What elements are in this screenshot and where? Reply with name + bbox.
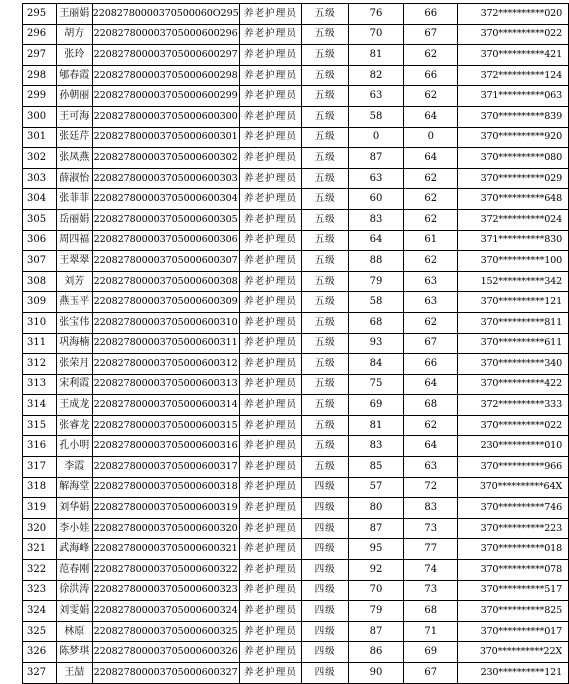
theory-score: 83 (348, 209, 403, 230)
certificate-number: 220827800003705000600319 (92, 498, 239, 519)
masked-id-number: 370**********017 (458, 621, 569, 642)
masked-id-number: 371**********063 (458, 86, 569, 107)
certificate-number: 220827800003705000600315 (92, 415, 239, 436)
theory-score: 92 (348, 560, 403, 581)
certificate-number: 220827800003705000600326 (92, 642, 239, 663)
practical-score: 66 (404, 354, 458, 375)
occupation: 养老护理员 (239, 415, 302, 436)
certificate-number: 220827800003705000600309 (92, 292, 239, 313)
occupation: 养老护理员 (239, 24, 302, 45)
skill-level: 五级 (302, 230, 349, 251)
certificate-number: 220827800003705000600308 (92, 271, 239, 292)
masked-id-number: 230**********121 (458, 663, 569, 684)
practical-score: 62 (404, 86, 458, 107)
masked-id-number: 370**********078 (458, 560, 569, 581)
occupation: 养老护理员 (239, 168, 302, 189)
masked-id-number: 152**********342 (458, 271, 569, 292)
row-number: 296 (23, 24, 57, 45)
masked-id-number: 370**********746 (458, 498, 569, 519)
masked-id-number: 370**********029 (458, 168, 569, 189)
occupation: 养老护理员 (239, 86, 302, 107)
row-number: 304 (23, 189, 57, 210)
masked-id-number: 370**********340 (458, 354, 569, 375)
table-row (23, 518, 569, 539)
row-number: 300 (23, 106, 57, 127)
practical-score: 62 (404, 168, 458, 189)
practical-score: 63 (404, 457, 458, 478)
occupation: 养老护理员 (239, 436, 302, 457)
masked-id-number: 372**********020 (458, 4, 569, 25)
practical-score: 66 (404, 4, 458, 25)
certificate-number: 220827800003705000600314 (92, 395, 239, 416)
practical-score: 62 (404, 209, 458, 230)
masked-id-number: 370**********421 (458, 45, 569, 66)
row-number: 315 (23, 415, 57, 436)
table-row (23, 436, 569, 457)
practical-score: 63 (404, 292, 458, 313)
theory-score: 81 (348, 415, 403, 436)
occupation: 养老护理员 (239, 45, 302, 66)
certificate-number: 220827800003705000600304 (92, 189, 239, 210)
skill-level: 五级 (302, 148, 349, 169)
row-number: 303 (23, 168, 57, 189)
occupation: 养老护理员 (239, 127, 302, 148)
practical-score: 67 (404, 333, 458, 354)
certificate-number: 220827800003705000600316 (92, 436, 239, 457)
theory-score: 58 (348, 292, 403, 313)
table-row (23, 498, 569, 519)
table-row (23, 601, 569, 622)
practical-score: 64 (404, 148, 458, 169)
table-row (23, 45, 569, 66)
row-number: 308 (23, 271, 57, 292)
candidate-name: 李霞 (56, 457, 92, 478)
practical-score: 61 (404, 230, 458, 251)
practical-score: 71 (404, 621, 458, 642)
occupation: 养老护理员 (239, 374, 302, 395)
certificate-number: 220827800003705000600300 (92, 106, 239, 127)
table-row (23, 4, 569, 25)
skill-level: 五级 (302, 209, 349, 230)
table-row (23, 333, 569, 354)
certificate-number: 220827800003705000600320 (92, 518, 239, 539)
certificate-number: 220827800003705000600303 (92, 168, 239, 189)
candidate-name: 徐洪涛 (56, 580, 92, 601)
masked-id-number: 370**********839 (458, 106, 569, 127)
skill-level: 五级 (302, 168, 349, 189)
occupation: 养老护理员 (239, 560, 302, 581)
practical-score: 0 (404, 127, 458, 148)
certificate-number: 220827800003705000600299 (92, 86, 239, 107)
practical-score: 66 (404, 65, 458, 86)
theory-score: 79 (348, 271, 403, 292)
candidate-name: 周四福 (56, 230, 92, 251)
candidate-name: 刘华娟 (56, 498, 92, 519)
skill-level: 五级 (302, 106, 349, 127)
occupation: 养老护理员 (239, 4, 302, 25)
theory-score: 79 (348, 601, 403, 622)
occupation: 养老护理员 (239, 518, 302, 539)
candidate-name: 张荣月 (56, 354, 92, 375)
row-number: 302 (23, 148, 57, 169)
theory-score: 83 (348, 436, 403, 457)
table-row (23, 580, 569, 601)
occupation: 养老护理员 (239, 663, 302, 684)
table-row (23, 24, 569, 45)
row-number: 297 (23, 45, 57, 66)
table-row (23, 148, 569, 169)
row-number: 323 (23, 580, 57, 601)
theory-score: 80 (348, 498, 403, 519)
table-row (23, 65, 569, 86)
candidate-name: 燕玉平 (56, 292, 92, 313)
certificate-number: 220827800003705000600322 (92, 560, 239, 581)
row-number: 309 (23, 292, 57, 313)
masked-id-number: 370**********018 (458, 539, 569, 560)
occupation: 养老护理员 (239, 292, 302, 313)
theory-score: 87 (348, 518, 403, 539)
certificate-number: 220827800003705000600324 (92, 601, 239, 622)
occupation: 养老护理员 (239, 333, 302, 354)
table-row (23, 189, 569, 210)
candidate-name: 郇春霞 (56, 65, 92, 86)
row-number: 301 (23, 127, 57, 148)
masked-id-number: 370**********223 (458, 518, 569, 539)
candidate-name: 张廷芹 (56, 127, 92, 148)
candidate-name: 陈梦琪 (56, 642, 92, 663)
candidate-name: 张凤燕 (56, 148, 92, 169)
occupation: 养老护理员 (239, 601, 302, 622)
skill-level: 四级 (302, 621, 349, 642)
occupation: 养老护理员 (239, 209, 302, 230)
table-row (23, 457, 569, 478)
practical-score: 72 (404, 477, 458, 498)
theory-score: 90 (348, 663, 403, 684)
theory-score: 58 (348, 106, 403, 127)
theory-score: 70 (348, 24, 403, 45)
theory-score: 68 (348, 312, 403, 333)
candidate-name: 张宝伟 (56, 312, 92, 333)
certificate-number: 220827800003705000600327 (92, 663, 239, 684)
masked-id-number: 370**********080 (458, 148, 569, 169)
masked-id-number: 372**********124 (458, 65, 569, 86)
theory-score: 84 (348, 354, 403, 375)
candidate-name: 张菲菲 (56, 189, 92, 210)
skill-level: 五级 (302, 251, 349, 272)
occupation: 养老护理员 (239, 271, 302, 292)
skill-level: 五级 (302, 86, 349, 107)
table-row (23, 209, 569, 230)
table-row (23, 621, 569, 642)
practical-score: 68 (404, 395, 458, 416)
row-number: 319 (23, 498, 57, 519)
skill-level: 五级 (302, 292, 349, 313)
theory-score: 81 (348, 45, 403, 66)
table-row (23, 663, 569, 684)
skill-level: 四级 (302, 560, 349, 581)
certificate-number: 220827800003705000600305 (92, 209, 239, 230)
skill-level: 五级 (302, 65, 349, 86)
practical-score: 77 (404, 539, 458, 560)
masked-id-number: 370**********517 (458, 580, 569, 601)
occupation: 养老护理员 (239, 580, 302, 601)
theory-score: 0 (348, 127, 403, 148)
certificate-number: 220827800003705000600323 (92, 580, 239, 601)
theory-score: 87 (348, 148, 403, 169)
skill-level: 四级 (302, 663, 349, 684)
candidate-name: 刘芳 (56, 271, 92, 292)
theory-score: 95 (348, 539, 403, 560)
table-row (23, 230, 569, 251)
masked-id-number: 370**********64X (458, 477, 569, 498)
masked-id-number: 370**********121 (458, 292, 569, 313)
skill-level: 五级 (302, 189, 349, 210)
candidate-name: 武海峰 (56, 539, 92, 560)
candidate-name: 王喆 (56, 663, 92, 684)
candidate-name: 解海堂 (56, 477, 92, 498)
row-number: 325 (23, 621, 57, 642)
row-number: 318 (23, 477, 57, 498)
masked-id-number: 370**********422 (458, 374, 569, 395)
row-number: 310 (23, 312, 57, 333)
row-number: 311 (23, 333, 57, 354)
candidate-name: 薛淑怡 (56, 168, 92, 189)
certificate-number: 220827800003705000600307 (92, 251, 239, 272)
table-row (23, 86, 569, 107)
table-row (23, 477, 569, 498)
masked-id-number: 370**********825 (458, 601, 569, 622)
theory-score: 63 (348, 168, 403, 189)
occupation: 养老护理员 (239, 642, 302, 663)
skill-level: 四级 (302, 539, 349, 560)
certificate-number: 22082780000370500060O295 (92, 4, 239, 25)
masked-id-number: 370**********022 (458, 24, 569, 45)
skill-level: 四级 (302, 518, 349, 539)
occupation: 养老护理员 (239, 477, 302, 498)
certificate-number: 220827800003705000600302 (92, 148, 239, 169)
certificate-number: 220827800003705000600317 (92, 457, 239, 478)
row-number: 321 (23, 539, 57, 560)
row-number: 306 (23, 230, 57, 251)
masked-id-number: 372**********024 (458, 209, 569, 230)
certificate-number: 220827800003705000600312 (92, 354, 239, 375)
practical-score: 62 (404, 312, 458, 333)
practical-score: 83 (404, 498, 458, 519)
theory-score: 75 (348, 374, 403, 395)
candidate-name: 巩海楠 (56, 333, 92, 354)
certificate-number: 220827800003705000600310 (92, 312, 239, 333)
theory-score: 69 (348, 395, 403, 416)
practical-score: 64 (404, 436, 458, 457)
candidate-name: 孔小明 (56, 436, 92, 457)
table-row (23, 168, 569, 189)
skill-level: 五级 (302, 436, 349, 457)
certificate-number: 220827800003705000600325 (92, 621, 239, 642)
table-row (23, 312, 569, 333)
candidate-name: 王翠翠 (56, 251, 92, 272)
certificate-number: 220827800003705000600313 (92, 374, 239, 395)
candidate-name: 张玲 (56, 45, 92, 66)
row-number: 320 (23, 518, 57, 539)
table-row (23, 271, 569, 292)
row-number: 316 (23, 436, 57, 457)
theory-score: 76 (348, 4, 403, 25)
score-table-body (23, 4, 569, 684)
row-number: 324 (23, 601, 57, 622)
occupation: 养老护理员 (239, 189, 302, 210)
candidate-name: 宋利霞 (56, 374, 92, 395)
occupation: 养老护理员 (239, 498, 302, 519)
theory-score: 63 (348, 86, 403, 107)
candidate-name: 李小娃 (56, 518, 92, 539)
row-number: 298 (23, 65, 57, 86)
table-row (23, 127, 569, 148)
table-row (23, 395, 569, 416)
skill-level: 五级 (302, 24, 349, 45)
practical-score: 73 (404, 580, 458, 601)
theory-score: 60 (348, 189, 403, 210)
skill-level: 五级 (302, 45, 349, 66)
row-number: 307 (23, 251, 57, 272)
occupation: 养老护理员 (239, 106, 302, 127)
theory-score: 64 (348, 230, 403, 251)
occupation: 养老护理员 (239, 148, 302, 169)
masked-id-number: 370**********648 (458, 189, 569, 210)
certificate-number: 220827800003705000600318 (92, 477, 239, 498)
theory-score: 82 (348, 65, 403, 86)
occupation: 养老护理员 (239, 621, 302, 642)
occupation: 养老护理员 (239, 251, 302, 272)
row-number: 314 (23, 395, 57, 416)
row-number: 327 (23, 663, 57, 684)
occupation: 养老护理员 (239, 395, 302, 416)
theory-score: 93 (348, 333, 403, 354)
skill-level: 五级 (302, 333, 349, 354)
practical-score: 62 (404, 189, 458, 210)
masked-id-number: 370**********022 (458, 415, 569, 436)
candidate-name: 王成龙 (56, 395, 92, 416)
table-row (23, 539, 569, 560)
practical-score: 67 (404, 24, 458, 45)
certificate-number: 220827800003705000600298 (92, 65, 239, 86)
occupation: 养老护理员 (239, 457, 302, 478)
row-number: 313 (23, 374, 57, 395)
certificate-number: 220827800003705000600321 (92, 539, 239, 560)
candidate-name: 王可海 (56, 106, 92, 127)
table-row (23, 106, 569, 127)
occupation: 养老护理员 (239, 230, 302, 251)
practical-score: 73 (404, 518, 458, 539)
score-table (22, 3, 569, 684)
table-row (23, 354, 569, 375)
table-row (23, 251, 569, 272)
skill-level: 五级 (302, 374, 349, 395)
candidate-name: 岳丽娟 (56, 209, 92, 230)
table-row (23, 560, 569, 581)
masked-id-number: 370**********811 (458, 312, 569, 333)
certificate-number: 220827800003705000600297 (92, 45, 239, 66)
practical-score: 67 (404, 663, 458, 684)
certificate-number: 220827800003705000600306 (92, 230, 239, 251)
theory-score: 87 (348, 621, 403, 642)
practical-score: 62 (404, 45, 458, 66)
table-row (23, 415, 569, 436)
masked-id-number: 372**********333 (458, 395, 569, 416)
candidate-name: 王丽娟 (56, 4, 92, 25)
practical-score: 62 (404, 251, 458, 272)
theory-score: 57 (348, 477, 403, 498)
row-number: 326 (23, 642, 57, 663)
skill-level: 五级 (302, 354, 349, 375)
certificate-number: 220827800003705000600311 (92, 333, 239, 354)
skill-level: 四级 (302, 498, 349, 519)
masked-id-number: 371**********830 (458, 230, 569, 251)
occupation: 养老护理员 (239, 539, 302, 560)
practical-score: 64 (404, 106, 458, 127)
theory-score: 70 (348, 580, 403, 601)
practical-score: 62 (404, 415, 458, 436)
skill-level: 四级 (302, 580, 349, 601)
skill-level: 五级 (302, 312, 349, 333)
masked-id-number: 370**********22X (458, 642, 569, 663)
skill-level: 五级 (302, 457, 349, 478)
candidate-name: 胡方 (56, 24, 92, 45)
row-number: 317 (23, 457, 57, 478)
certificate-number: 220827800003705000600301 (92, 127, 239, 148)
row-number: 305 (23, 209, 57, 230)
row-number: 312 (23, 354, 57, 375)
occupation: 养老护理员 (239, 354, 302, 375)
practical-score: 69 (404, 642, 458, 663)
skill-level: 四级 (302, 642, 349, 663)
practical-score: 74 (404, 560, 458, 581)
table-row (23, 292, 569, 313)
practical-score: 63 (404, 271, 458, 292)
masked-id-number: 230**********010 (458, 436, 569, 457)
table-row (23, 374, 569, 395)
candidate-name: 刘雯娟 (56, 601, 92, 622)
masked-id-number: 370**********100 (458, 251, 569, 272)
skill-level: 五级 (302, 415, 349, 436)
masked-id-number: 370**********966 (458, 457, 569, 478)
theory-score: 88 (348, 251, 403, 272)
occupation: 养老护理员 (239, 65, 302, 86)
theory-score: 86 (348, 642, 403, 663)
candidate-name: 范春刚 (56, 560, 92, 581)
masked-id-number: 370**********920 (458, 127, 569, 148)
table-row (23, 642, 569, 663)
row-number: 295 (23, 4, 57, 25)
skill-level: 五级 (302, 395, 349, 416)
occupation: 养老护理员 (239, 312, 302, 333)
theory-score: 85 (348, 457, 403, 478)
candidate-name: 林原 (56, 621, 92, 642)
candidate-name: 张睿龙 (56, 415, 92, 436)
row-number: 322 (23, 560, 57, 581)
masked-id-number: 370**********611 (458, 333, 569, 354)
skill-level: 五级 (302, 127, 349, 148)
practical-score: 64 (404, 374, 458, 395)
skill-level: 五级 (302, 271, 349, 292)
skill-level: 五级 (302, 4, 349, 25)
skill-level: 四级 (302, 477, 349, 498)
skill-level: 四级 (302, 601, 349, 622)
practical-score: 68 (404, 601, 458, 622)
row-number: 299 (23, 86, 57, 107)
candidate-name: 孙朝丽 (56, 86, 92, 107)
certificate-number: 220827800003705000600296 (92, 24, 239, 45)
